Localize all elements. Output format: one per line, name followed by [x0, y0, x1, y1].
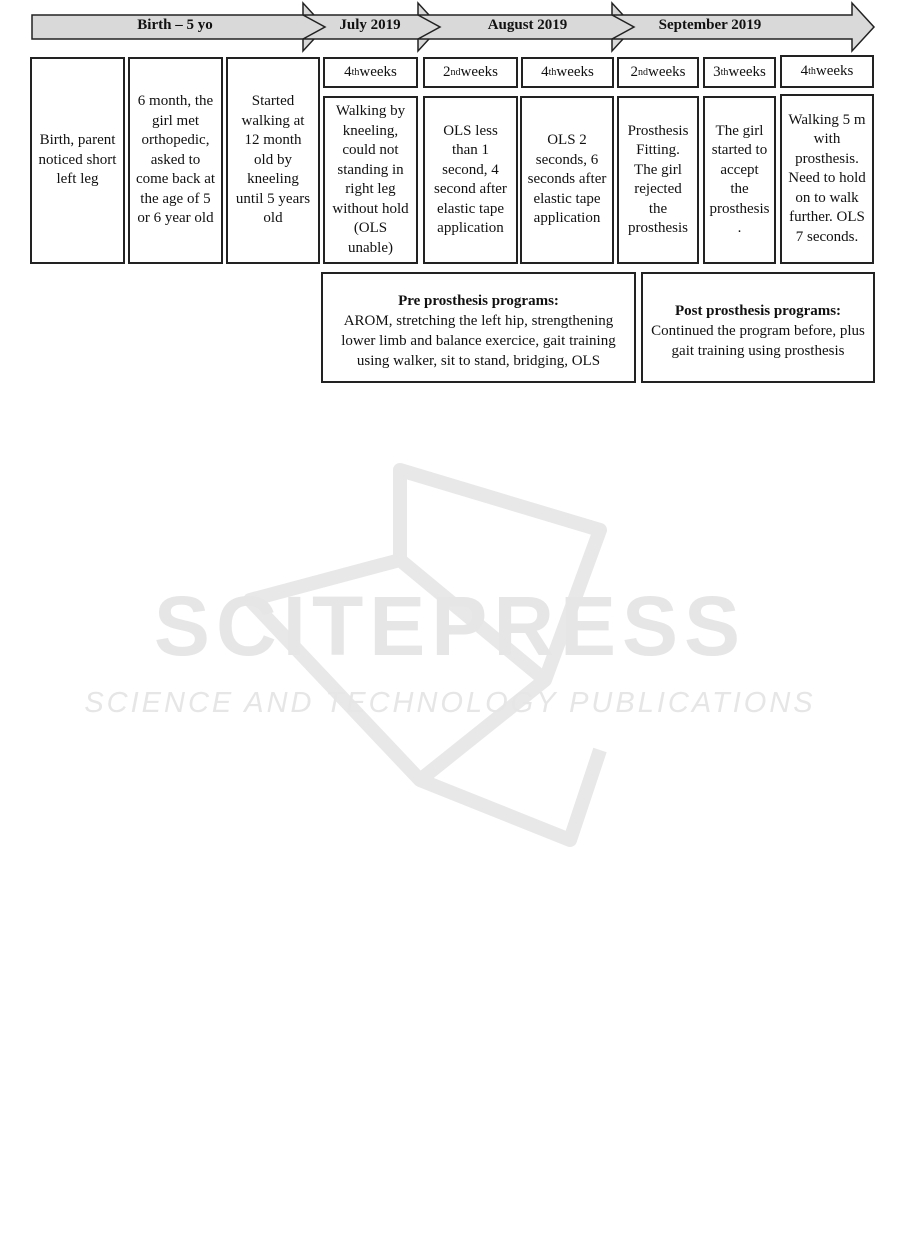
watermark-subtitle: SCIENCE AND TECHNOLOGY PUBLICATIONS [84, 687, 816, 719]
week-label: 4 th weeks [521, 57, 614, 88]
post-prosthesis-programs: Post prosthesis programs: Continued the program before, plus gait training using prosthesis [641, 272, 875, 383]
event-box: OLS less than 1 second, 4 second after elastic tape application [423, 96, 518, 264]
week-label: 4 th weeks [323, 57, 418, 88]
pre-prosthesis-programs: Pre prosthesis programs: AROM, stretching the left hip, strengthening lower limb and balance exercice, gait training using walker, sit to stand, bridging, OLS [321, 272, 636, 383]
pre-programs-title: Pre prosthesis programs: [398, 293, 559, 309]
week-label: 3 th weeks [703, 57, 776, 88]
event-box: Walking by kneeling, could not standing in right leg without hold (OLS unable) [323, 96, 418, 264]
event-box: Started walking at 12 month old by kneeling until 5 years old [226, 57, 320, 264]
event-box: OLS 2 seconds, 6 seconds after elastic tape application [520, 96, 614, 264]
watermark-book-logo [250, 470, 600, 840]
week-label: 4 th weeks [780, 55, 874, 88]
event-box: The girl started to accept the prosthesis . [703, 96, 776, 264]
period-july: July 2019 [339, 17, 401, 33]
period-september: September 2019 [658, 17, 762, 33]
event-box: Birth, parent noticed short left leg [30, 57, 125, 264]
event-box: Walking 5 m with prosthesis. Need to hold on to walk further. OLS 7 seconds. [780, 94, 874, 264]
event-box: Prosthesis Fitting. The girl rejected the prosthesis [617, 96, 699, 264]
event-box: 6 month, the girl met orthopedic, asked to come back at the age of 5 or 6 year old [128, 57, 223, 264]
week-label: 2 nd weeks [423, 57, 518, 88]
period-birth: Birth – 5 yo [137, 17, 213, 33]
period-august: August 2019 [487, 17, 568, 33]
post-programs-title: Post prosthesis programs: [674, 303, 842, 319]
week-label: 2 nd weeks [617, 57, 699, 88]
watermark-title: SCITEPRESS [153, 579, 747, 673]
